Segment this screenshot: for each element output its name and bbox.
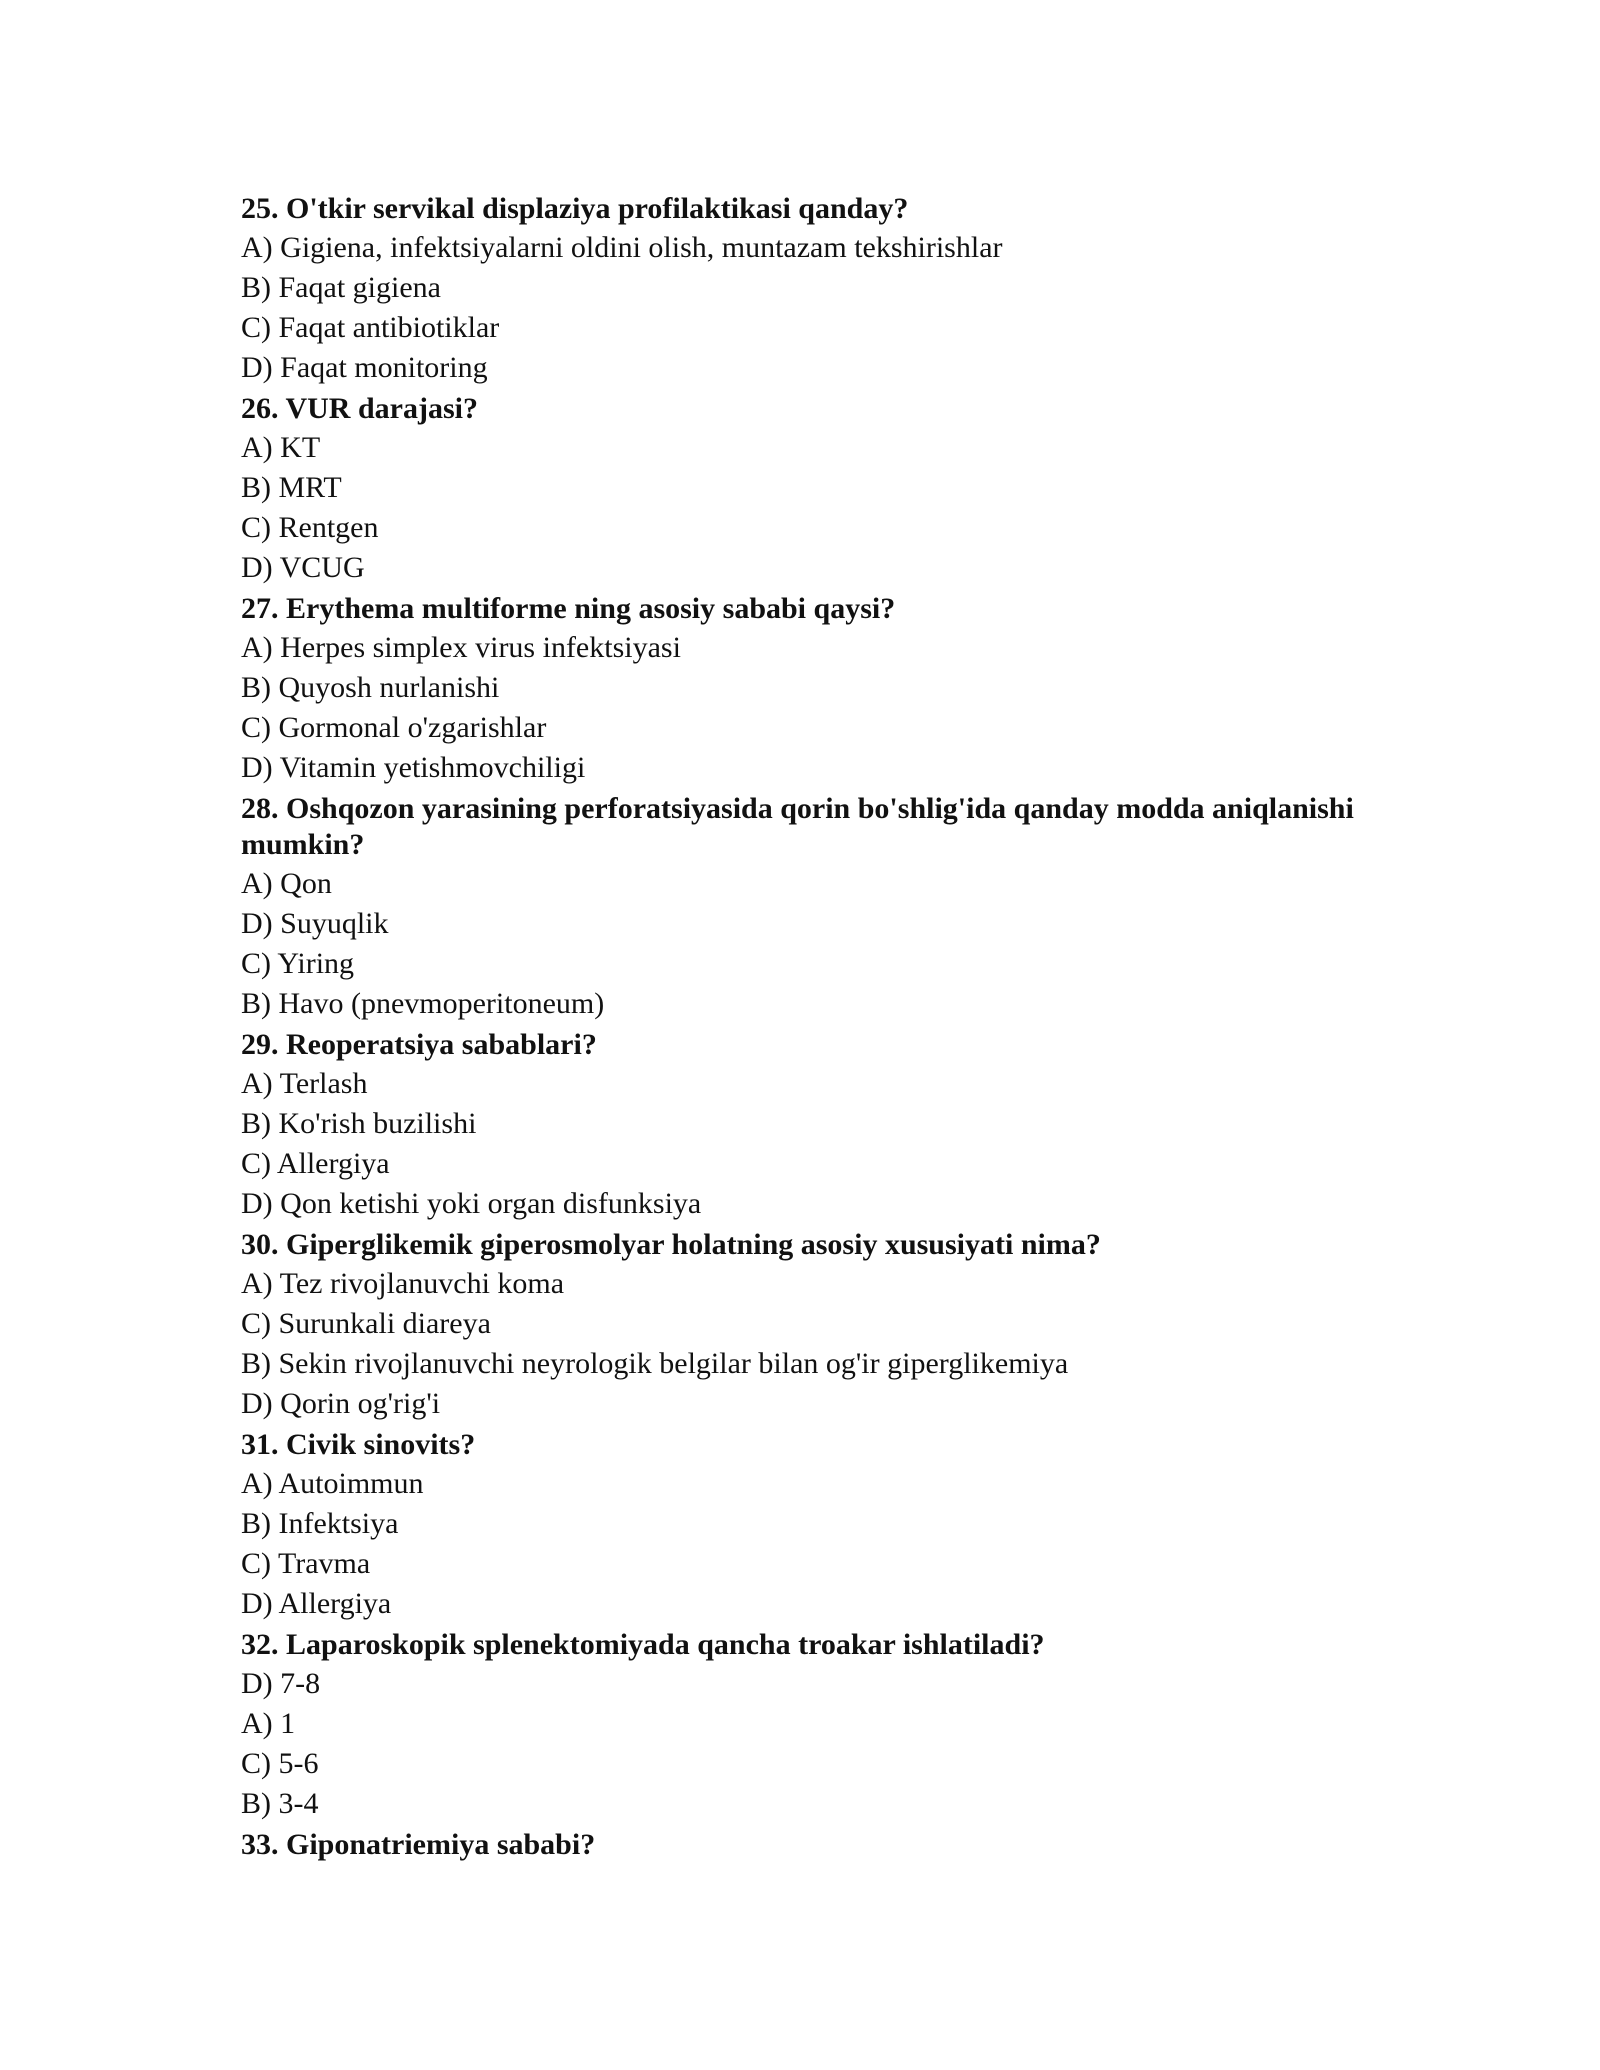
question-title: 27. Erythema multiforme ning asosiy sababi qaysi? <box>241 592 896 625</box>
question-27 <box>241 588 1426 788</box>
question-33 <box>241 1824 1426 1864</box>
question-25 <box>241 188 1426 388</box>
question-31 <box>241 1424 1426 1624</box>
question-title: 30. Giperglikemik giperosmolyar holatning asosiy xususiyati nima? <box>241 1228 1101 1261</box>
question-title: 29. Reoperatsiya sabablari? <box>241 1028 597 1061</box>
answer-option: C) Travma <box>241 1547 371 1580</box>
answer-option: B) Havo (pnevmoperitoneum) <box>241 987 605 1020</box>
question-30 <box>241 1224 1426 1424</box>
answer-option: A) Terlash <box>241 1067 368 1100</box>
answer-option: D) VCUG <box>241 551 365 584</box>
question-28 <box>241 788 1426 1024</box>
answer-option: B) 3-4 <box>241 1787 319 1820</box>
answer-option: D) Qorin og'rig'i <box>241 1387 441 1420</box>
answer-option: A) KT <box>241 431 321 464</box>
answer-option: C) Gormonal o'zgarishlar <box>241 711 547 744</box>
answer-option: A) Gigiena, infektsiyalarni oldini olish, muntazam tekshirishlar <box>241 231 1003 264</box>
question-29 <box>241 1024 1426 1224</box>
answer-option: D) Suyuqlik <box>241 907 389 940</box>
answer-option: A) Autoimmun <box>241 1467 424 1500</box>
answer-option: B) MRT <box>241 471 342 504</box>
question-title: 28. Oshqozon yarasining perforatsiyasida qorin bo'shlig'ida qanday modda aniqlanishi mumkin? <box>241 792 1354 861</box>
answer-option: C) Rentgen <box>241 511 379 544</box>
question-title: 33. Giponatriemiya sababi? <box>241 1828 596 1861</box>
answer-option: B) Sekin rivojlanuvchi neyrologik belgilar bilan og'ir giperglikemiya <box>241 1347 1069 1380</box>
answer-option: C) Yiring <box>241 947 355 980</box>
question-32 <box>241 1624 1426 1824</box>
question-title: 26. VUR darajasi? <box>241 392 478 425</box>
answer-option: B) Faqat gigiena <box>241 271 441 304</box>
answer-option: A) Qon <box>241 867 332 900</box>
answer-option: A) Tez rivojlanuvchi koma <box>241 1267 565 1300</box>
answer-option: D) 7-8 <box>241 1667 321 1700</box>
question-title: 31. Civik sinovits? <box>241 1428 476 1461</box>
answer-option: C) Faqat antibiotiklar <box>241 311 500 344</box>
answer-option: B) Quyosh nurlanishi <box>241 671 500 704</box>
answer-option: B) Infektsiya <box>241 1507 399 1540</box>
answer-option: D) Vitamin yetishmovchiligi <box>241 751 586 784</box>
answer-option: D) Faqat monitoring <box>241 351 488 384</box>
question-26 <box>241 388 1426 588</box>
question-title: 32. Laparoskopik splenektomiyada qancha troakar ishlatiladi? <box>241 1628 1045 1661</box>
answer-option: D) Allergiya <box>241 1587 392 1620</box>
answer-option: C) Surunkali diareya <box>241 1307 491 1340</box>
answer-option: B) Ko'rish buzilishi <box>241 1107 477 1140</box>
question-list <box>241 188 1426 1864</box>
answer-option: D) Qon ketishi yoki organ disfunksiya <box>241 1187 702 1220</box>
answer-option: C) 5-6 <box>241 1747 319 1780</box>
answer-option: A) 1 <box>241 1707 296 1740</box>
answer-option: A) Herpes simplex virus infektsiyasi <box>241 631 681 664</box>
question-title: 25. O'tkir servikal displaziya profilaktikasi qanday? <box>241 192 909 225</box>
answer-option: C) Allergiya <box>241 1147 390 1180</box>
